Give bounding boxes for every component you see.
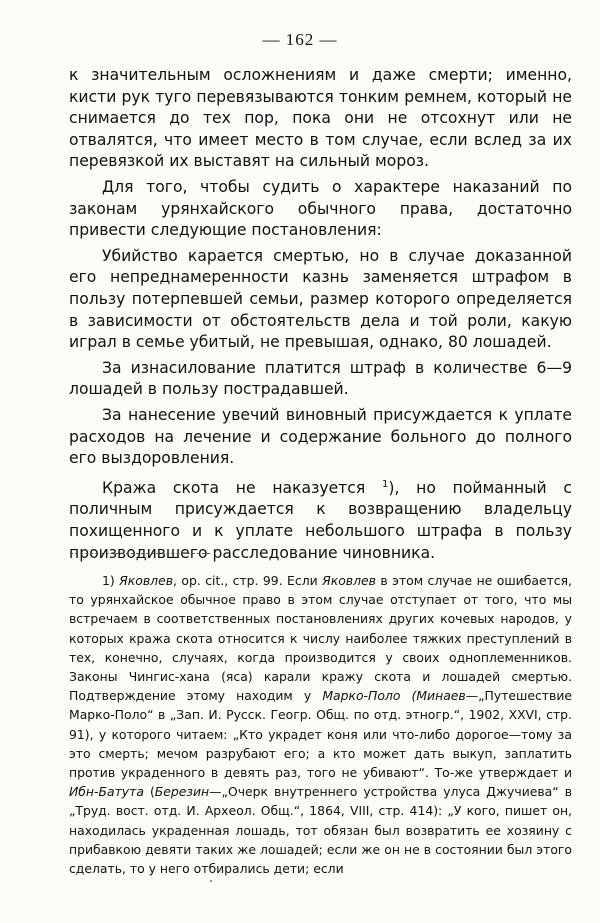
footnote (69, 571, 572, 878)
author-name: Яковлев (322, 573, 376, 588)
paragraph: За изнасилование платится штраф в количестве 6—9 лошадей в пользу пострадавшей. (69, 358, 572, 399)
paragraph: Для того, чтобы судить о характере наказаний по законам урянхайского обычного права, достаточно привести следующие постановления: (69, 177, 572, 240)
scan-speck (210, 880, 212, 882)
author-name: Яковлев (119, 573, 173, 588)
footnote-text: —„Очерк внутреннего устройства улуса Джучиева“ в „Труд. вост. отд. И. Археол. Общ.“, 1864, VIII, стр. 414): „У кого, пишет он, находилась украденная лошадь, тот обязан был возвратить ее хозяину с прибавкою девяти таких же лошадей; если же он не в состоянии был этого сделать, то у него отбирались дети; если (69, 784, 572, 877)
page-number: — 162 — (262, 30, 338, 49)
paragraph (69, 474, 572, 565)
paragraph: За нанесение увечий виновный присуждается к уплате расходов на лечение и содержание больного до полного его выздоровления. (69, 405, 572, 468)
main-text (69, 65, 572, 568)
footnote-text: , op. cit., стр. 99. Если (173, 573, 323, 588)
paragraph: к значительным осложнениям и даже смерти; именно, кисти рук туго перевязываются тонким ремнем, который не снимается до тех пор, пока они не отсохнут или не отвалятся, что имеет место в том случае, если вслед за их перевязкой их выставят на сильный мороз. (69, 66, 572, 171)
footnote-separator (70, 553, 210, 554)
paragraph-text: Кража скота не наказуется (102, 478, 366, 497)
footnote-marker: 1) (102, 573, 115, 588)
footnote-ref: 1 (382, 478, 389, 490)
author-name: Березин (154, 784, 210, 800)
author-name: Ибн-Батута (69, 784, 144, 800)
footnote-text: ( (143, 784, 155, 800)
paragraph: Убийство карается смертью, но в случае доказанной его непреднамеренности казнь заменяется штрафом в пользу потерпевшей семьи, размер которого определяется в зависимости от обстоятельств дела и той роли, какую играл в семье убитый, не превышая, однако, 80 лошадей. (69, 246, 572, 352)
paragraph-text: ), но пойманный с поличным присуждается к возвращению владельцу похищенного и к уплате небольшого штрафа в пользу производившего расследование чиновника. (69, 478, 573, 562)
footnote-text: —„Путешествие Марко-Поло“ в „Зап. И. Русск. Геогр. Общ. по отд. этногр.“, 1902, XXVI, стр. 91), у которого читаем: „Кто украдет коня или что-либо дорогое—тому за это смерть; мечом разрубают его; а кто может дать выкуп, заплатить против украденного в девять раз, того не убивают“. То-же утверждает и (69, 688, 573, 781)
footnote-text: в этом случае не ошибается, то урянхайское обычное право в этом случае отступает от того, что мы встречаем в соответственных постановлениях других кочевых народов, у которых кража скота относится к числу наиболее тяжких преступлений в тех, конечно, случаях, когда производится у своих одноплеменников. Законы Чингис-хана (яса) карали кражу скота и лошадей смертью. Подтверждение этому находим у (69, 573, 572, 704)
author-name: Марко-Поло (Минаев (322, 688, 466, 704)
